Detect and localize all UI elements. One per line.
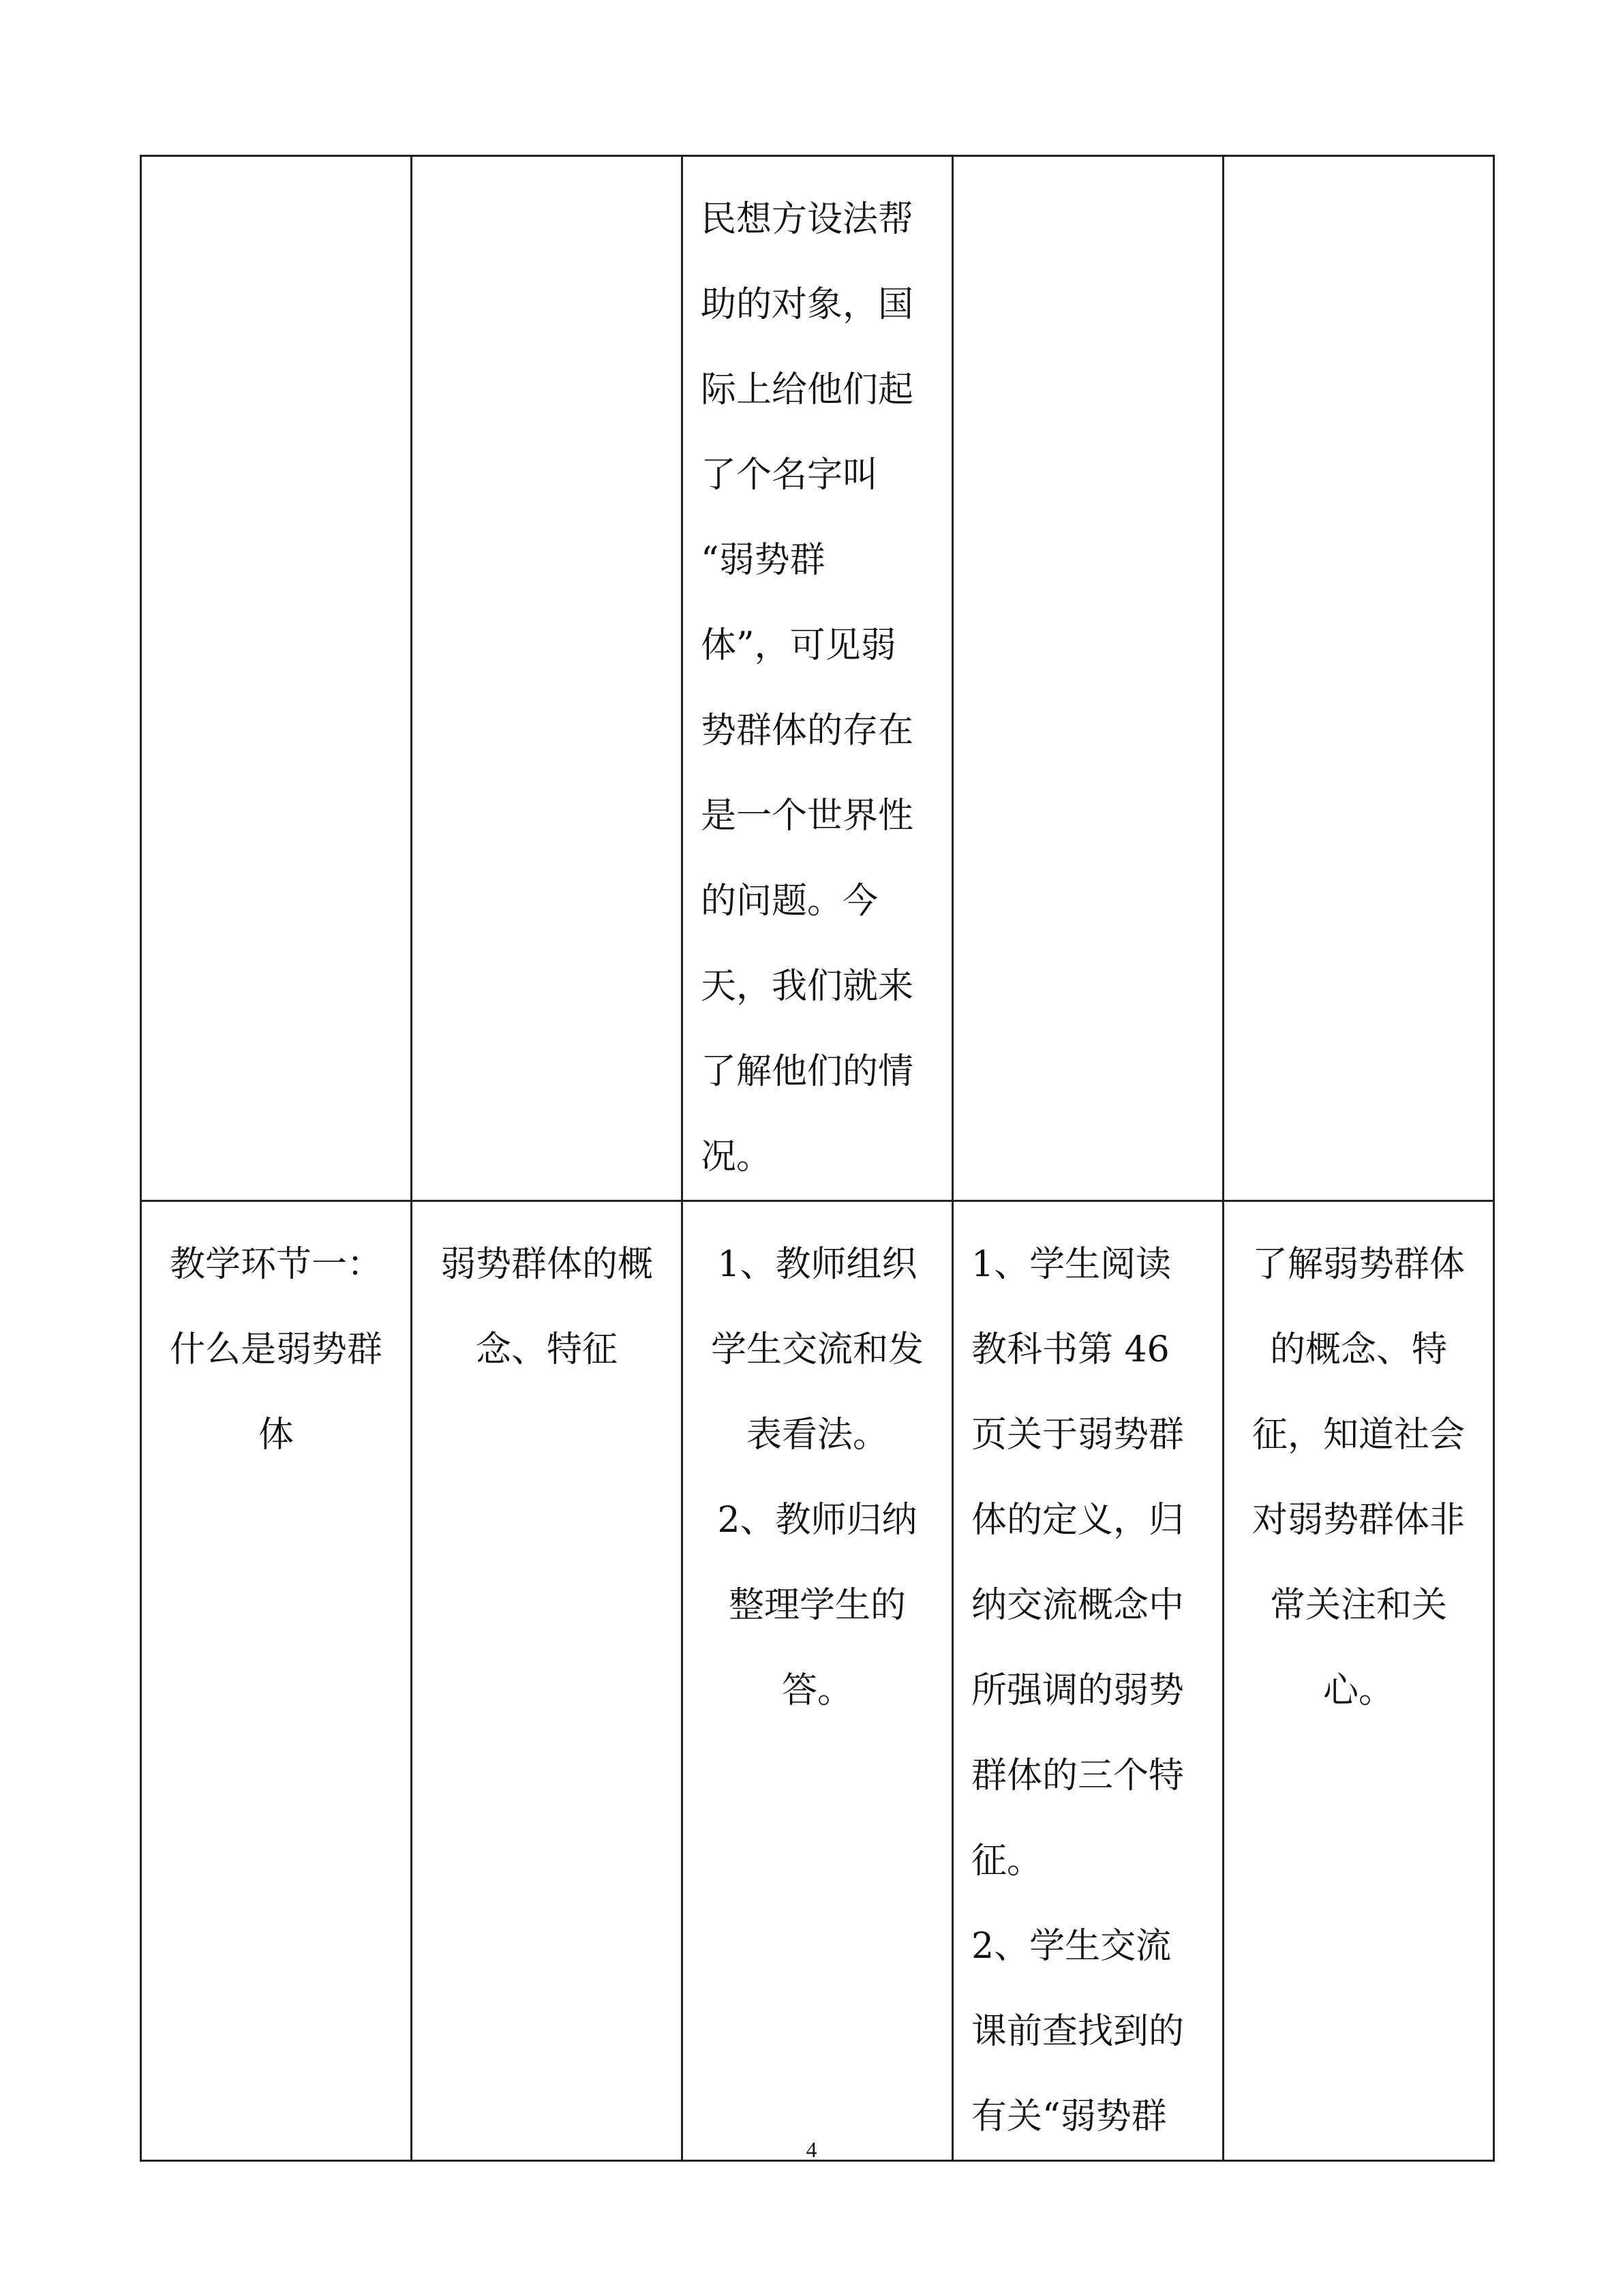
text-line: 是一个世界性 [701, 796, 914, 836]
text-line: 况。 [701, 1136, 772, 1177]
cell-content [412, 1201, 682, 2161]
cell-student-activity [953, 156, 1224, 1201]
text-line: 势群体的存在 [701, 710, 914, 751]
text-line: 纳交流概念中 [971, 1585, 1185, 1626]
text-line: 弱势群体的概 [440, 1244, 653, 1285]
table-row-continued [141, 156, 1494, 1201]
text-line: 的概念、特 [1269, 1329, 1447, 1370]
text-line: 体 [258, 1415, 294, 1455]
text-line: 征，知道社会 [1252, 1415, 1465, 1455]
cell-teacher-activity [682, 1201, 953, 2161]
cell-intent [1224, 1201, 1494, 2161]
text-line: 心。 [1322, 1670, 1394, 1711]
text-line: 整理学生的 [728, 1585, 906, 1626]
text-line: 念、特征 [475, 1329, 618, 1370]
text-line: 的问题。今 [701, 881, 879, 922]
cell-stage [141, 1201, 412, 2161]
text-line: 教学环节一： [169, 1244, 382, 1285]
text-line: 对弱势群体非 [1252, 1500, 1465, 1541]
text-line: 2、教师归纳 [717, 1500, 917, 1541]
text-line: 了个名字叫 [701, 455, 879, 496]
text-line: 1、教师组织 [717, 1244, 917, 1285]
text-line: 体的定义，归 [971, 1500, 1185, 1541]
text-line: 征。 [971, 1841, 1043, 1882]
text-line: 体”，可见弱 [701, 625, 896, 666]
text-line: 页关于弱势群 [971, 1415, 1185, 1455]
text-line: 教科书第 46 [971, 1329, 1170, 1370]
text-line: 了解他们的情 [701, 1051, 914, 1092]
text-line: 什么是弱势群 [169, 1329, 382, 1370]
text-line: 课前查找到的 [971, 2011, 1185, 2052]
text-line: 2、学生交流 [971, 1926, 1172, 1967]
text-line: 助的对象，国 [701, 284, 914, 325]
text-line: 天，我们就来 [701, 966, 914, 1007]
text-line: 际上给他们起 [701, 369, 914, 410]
text-line: 群体的三个特 [971, 1755, 1185, 1796]
text-line: 学生交流和发 [710, 1329, 924, 1370]
text-line: 有关“弱势群 [971, 2096, 1167, 2137]
cell-stage [141, 156, 412, 1201]
cell-student-activity [953, 1201, 1224, 2161]
cell-intent [1224, 156, 1494, 1201]
text-line: 所强调的弱势 [971, 1670, 1185, 1711]
table-row-section-one [141, 1201, 1494, 2161]
text-line: 民想方设法帮 [701, 199, 914, 240]
text-line: “弱势群 [701, 540, 825, 581]
text-line: 了解弱势群体 [1252, 1244, 1465, 1285]
cell-content [412, 156, 682, 1201]
text-line: 1、学生阅读 [971, 1244, 1172, 1285]
text-line: 答。 [781, 1670, 853, 1711]
cell-teacher-activity [682, 156, 953, 1201]
text-line: 表看法。 [746, 1415, 888, 1455]
lesson-plan-table [140, 155, 1495, 2162]
page-number: 4 [806, 2137, 817, 2162]
text-line: 常关注和关 [1269, 1585, 1447, 1626]
